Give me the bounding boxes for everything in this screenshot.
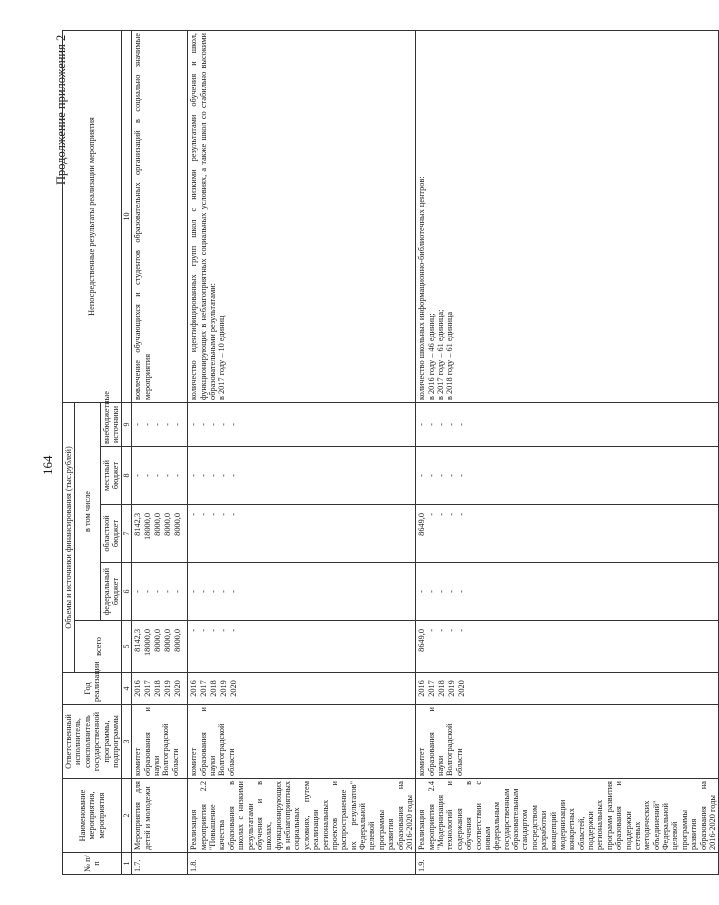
- federal-budget-value: -: [163, 590, 173, 593]
- federal-budget-value: -: [417, 590, 427, 593]
- year-value: 2019: [447, 680, 457, 697]
- measure-name: Реализация мероприятия 2.4 "Модернизация технологий и содержания обучения в соответствии с новым федеральным государственным образовательным стандартом посредством разработки концепций модернизации конкретных областей, поддержки региональных программ развития образования и поддержки сетевых методических объединений" Федеральной целевой программы развития образования на 2016-2020 годы: [416, 779, 719, 853]
- direct-result: вовлечение обучающихся и студентов образовательных организаций в социально значимые мероприятия: [132, 31, 188, 403]
- federal-budget-value: -: [427, 590, 437, 593]
- total-funding-value: 8000,0: [153, 629, 163, 652]
- federal-budget-value: -: [173, 590, 183, 593]
- total-funding-value: -: [229, 629, 239, 632]
- header-extrabudget: внебюджетные источники: [100, 402, 122, 446]
- col-number: 10: [122, 31, 132, 403]
- col-number: 2: [122, 779, 132, 853]
- regional-budget: [416, 505, 719, 563]
- total-funding-value: -: [427, 629, 437, 632]
- federal-budget-value: -: [199, 590, 209, 593]
- total-funding-value: -: [447, 629, 457, 632]
- year-value: 2017: [427, 680, 437, 697]
- extrabudget: [188, 402, 416, 446]
- year: [416, 673, 719, 705]
- col-number: 5: [122, 621, 132, 673]
- total-funding-value: 8649,0: [417, 629, 427, 652]
- col-number: 1: [122, 853, 132, 875]
- regional-budget-value: 18000,0: [143, 513, 153, 540]
- total-funding-value: -: [189, 629, 199, 632]
- row-number: 1.7.: [132, 853, 188, 875]
- year-value: 2016: [189, 680, 199, 697]
- local-budget-value: -: [417, 474, 427, 477]
- extrabudget-value: -: [133, 423, 143, 426]
- extrabudget-value: -: [153, 423, 163, 426]
- year-value: 2016: [417, 680, 427, 697]
- header-local: местный бюджет: [100, 447, 122, 505]
- federal-budget-value: -: [457, 590, 467, 593]
- total-funding-value: 8000,0: [173, 629, 183, 652]
- local-budget-value: -: [427, 474, 437, 477]
- header-funding: Объемы и источники финансирования (тыс.рублей): [63, 402, 75, 672]
- local-budget-value: -: [209, 474, 219, 477]
- col-number: 8: [122, 447, 132, 505]
- responsible-executor: комитет образования и науки Волгоградской области: [188, 705, 416, 779]
- regional-budget: [132, 505, 188, 563]
- federal-budget: [188, 563, 416, 621]
- responsible-executor: комитет образования и науки Волгоградской области: [416, 705, 719, 779]
- local-budget-value: -: [457, 474, 467, 477]
- table-row: [188, 31, 416, 875]
- page-number: 164: [40, 455, 55, 475]
- federal-budget-value: -: [229, 590, 239, 593]
- total-funding-value: -: [199, 629, 209, 632]
- direct-result: количество школьных информационно-библиотечных центров: в 2016 году – 46 единиц; в 2017 году – 61 единица; в 2018 году – 61 единица: [416, 31, 719, 403]
- year-value: 2019: [163, 680, 173, 697]
- header-responsible: Ответственный исполнитель, соисполнитель государственной программы, подпрограммы: [63, 705, 122, 779]
- federal-budget-value: -: [153, 590, 163, 593]
- federal-budget: [132, 563, 188, 621]
- local-budget-value: -: [437, 474, 447, 477]
- federal-budget-value: -: [209, 590, 219, 593]
- regional-budget-value: -: [457, 513, 467, 516]
- col-number: 3: [122, 705, 132, 779]
- local-budget-value: -: [447, 474, 457, 477]
- local-budget-value: -: [173, 474, 183, 477]
- row-number: 1.8.: [188, 853, 416, 875]
- direct-result: количество идентифицированных групп школ с низкими результатами обучения и школ, функционирующих в неблагоприятных социальных условиях, а также школ со стабильно высокими образовательными результатами: в 2017 году – 10 единиц: [188, 31, 416, 403]
- responsible-executor: комитет образования и науки Волгоградской области: [132, 705, 188, 779]
- extrabudget: [132, 402, 188, 446]
- local-budget-value: -: [143, 474, 153, 477]
- year-value: 2020: [457, 680, 467, 697]
- year-value: 2019: [219, 680, 229, 697]
- total-funding-value: -: [457, 629, 467, 632]
- extrabudget-value: -: [427, 423, 437, 426]
- total-funding-value: 18000,0: [143, 629, 153, 656]
- local-budget-value: -: [189, 474, 199, 477]
- col-number: 4: [122, 673, 132, 705]
- extrabudget-value: -: [417, 423, 427, 426]
- table-row: [132, 31, 188, 875]
- regional-budget-value: -: [427, 513, 437, 516]
- regional-budget-value: 8000,0: [153, 513, 163, 536]
- extrabudget-value: -: [229, 423, 239, 426]
- total-funding-value: 8142,3: [133, 629, 143, 652]
- regional-budget-value: -: [189, 513, 199, 516]
- header-total: всего: [75, 621, 122, 673]
- local-budget-value: -: [153, 474, 163, 477]
- header-name: Наименование мероприятия, мероприятия: [63, 779, 122, 853]
- header-year: Год реализации: [63, 673, 122, 705]
- extrabudget: [416, 402, 719, 446]
- header-no: № п/п: [63, 853, 122, 875]
- table-body: [132, 31, 719, 875]
- measure-name: Реализация мероприятия 2.2 "Повышение качества образования в школах с низкими результатами обучения и в школах, функционирующих в неблагоприятных социальных условиях, путем реализации региональных проектов и распространение их результатов" Федеральной целевой программы развития образования на 2016-2020 годы: [188, 779, 416, 853]
- total-funding-value: -: [437, 629, 447, 632]
- regional-budget-value: 8000,0: [173, 513, 183, 536]
- table-row: [416, 31, 719, 875]
- col-number: 9: [122, 402, 132, 446]
- local-budget: [188, 447, 416, 505]
- regional-budget: [188, 505, 416, 563]
- extrabudget-value: -: [143, 423, 153, 426]
- row-number: 1.9.: [416, 853, 719, 875]
- extrabudget-value: -: [189, 423, 199, 426]
- total-funding: [132, 621, 188, 673]
- total-funding-value: -: [219, 629, 229, 632]
- regional-budget-value: 8000,0: [163, 513, 173, 536]
- local-budget-value: -: [219, 474, 229, 477]
- year-value: 2018: [437, 680, 447, 697]
- year-value: 2020: [173, 680, 183, 697]
- header-federal: федеральный бюджет: [100, 563, 122, 621]
- extrabudget-value: -: [163, 423, 173, 426]
- col-number: 7: [122, 505, 132, 563]
- extrabudget-value: -: [209, 423, 219, 426]
- federal-budget-value: -: [219, 590, 229, 593]
- regional-budget-value: -: [199, 513, 209, 516]
- extrabudget-value: -: [199, 423, 209, 426]
- year-value: 2016: [133, 680, 143, 697]
- continuation-title: Продолжение приложения 2: [54, 34, 68, 185]
- regional-budget-value: -: [229, 513, 239, 516]
- year-value: 2017: [199, 680, 209, 697]
- regional-budget-value: -: [437, 513, 447, 516]
- header-result: Непосредственные результаты реализации мероприятия: [63, 31, 122, 403]
- extrabudget-value: -: [447, 423, 457, 426]
- year-value: 2018: [209, 680, 219, 697]
- measure-name: Мероприятия для детей и молодежи: [132, 779, 188, 853]
- year: [132, 673, 188, 705]
- federal-budget-value: -: [133, 590, 143, 593]
- extrabudget-value: -: [173, 423, 183, 426]
- total-funding: [416, 621, 719, 673]
- total-funding: [188, 621, 416, 673]
- local-budget-value: -: [199, 474, 209, 477]
- local-budget-value: -: [163, 474, 173, 477]
- federal-budget-value: -: [437, 590, 447, 593]
- regional-budget-value: -: [447, 513, 457, 516]
- local-budget: [416, 447, 719, 505]
- regional-budget-value: -: [219, 513, 229, 516]
- extrabudget-value: -: [437, 423, 447, 426]
- year-value: 2020: [229, 680, 239, 697]
- federal-budget-value: -: [143, 590, 153, 593]
- local-budget: [132, 447, 188, 505]
- extrabudget-value: -: [219, 423, 229, 426]
- funding-table: [62, 30, 719, 875]
- table-header: [63, 31, 132, 875]
- col-number: 6: [122, 563, 132, 621]
- year-value: 2017: [143, 680, 153, 697]
- regional-budget-value: 8142,3: [133, 513, 143, 536]
- year-value: 2018: [153, 680, 163, 697]
- total-funding-value: 8000,0: [163, 629, 173, 652]
- federal-budget-value: -: [447, 590, 457, 593]
- extrabudget-value: -: [457, 423, 467, 426]
- header-including: в том числе: [75, 402, 100, 620]
- header-regional: областной бюджет: [100, 505, 122, 563]
- year: [188, 673, 416, 705]
- federal-budget: [416, 563, 719, 621]
- local-budget-value: -: [133, 474, 143, 477]
- regional-budget-value: -: [209, 513, 219, 516]
- regional-budget-value: 8649,0: [417, 513, 427, 536]
- total-funding-value: -: [209, 629, 219, 632]
- local-budget-value: -: [229, 474, 239, 477]
- federal-budget-value: -: [189, 590, 199, 593]
- column-number-row: [122, 31, 132, 875]
